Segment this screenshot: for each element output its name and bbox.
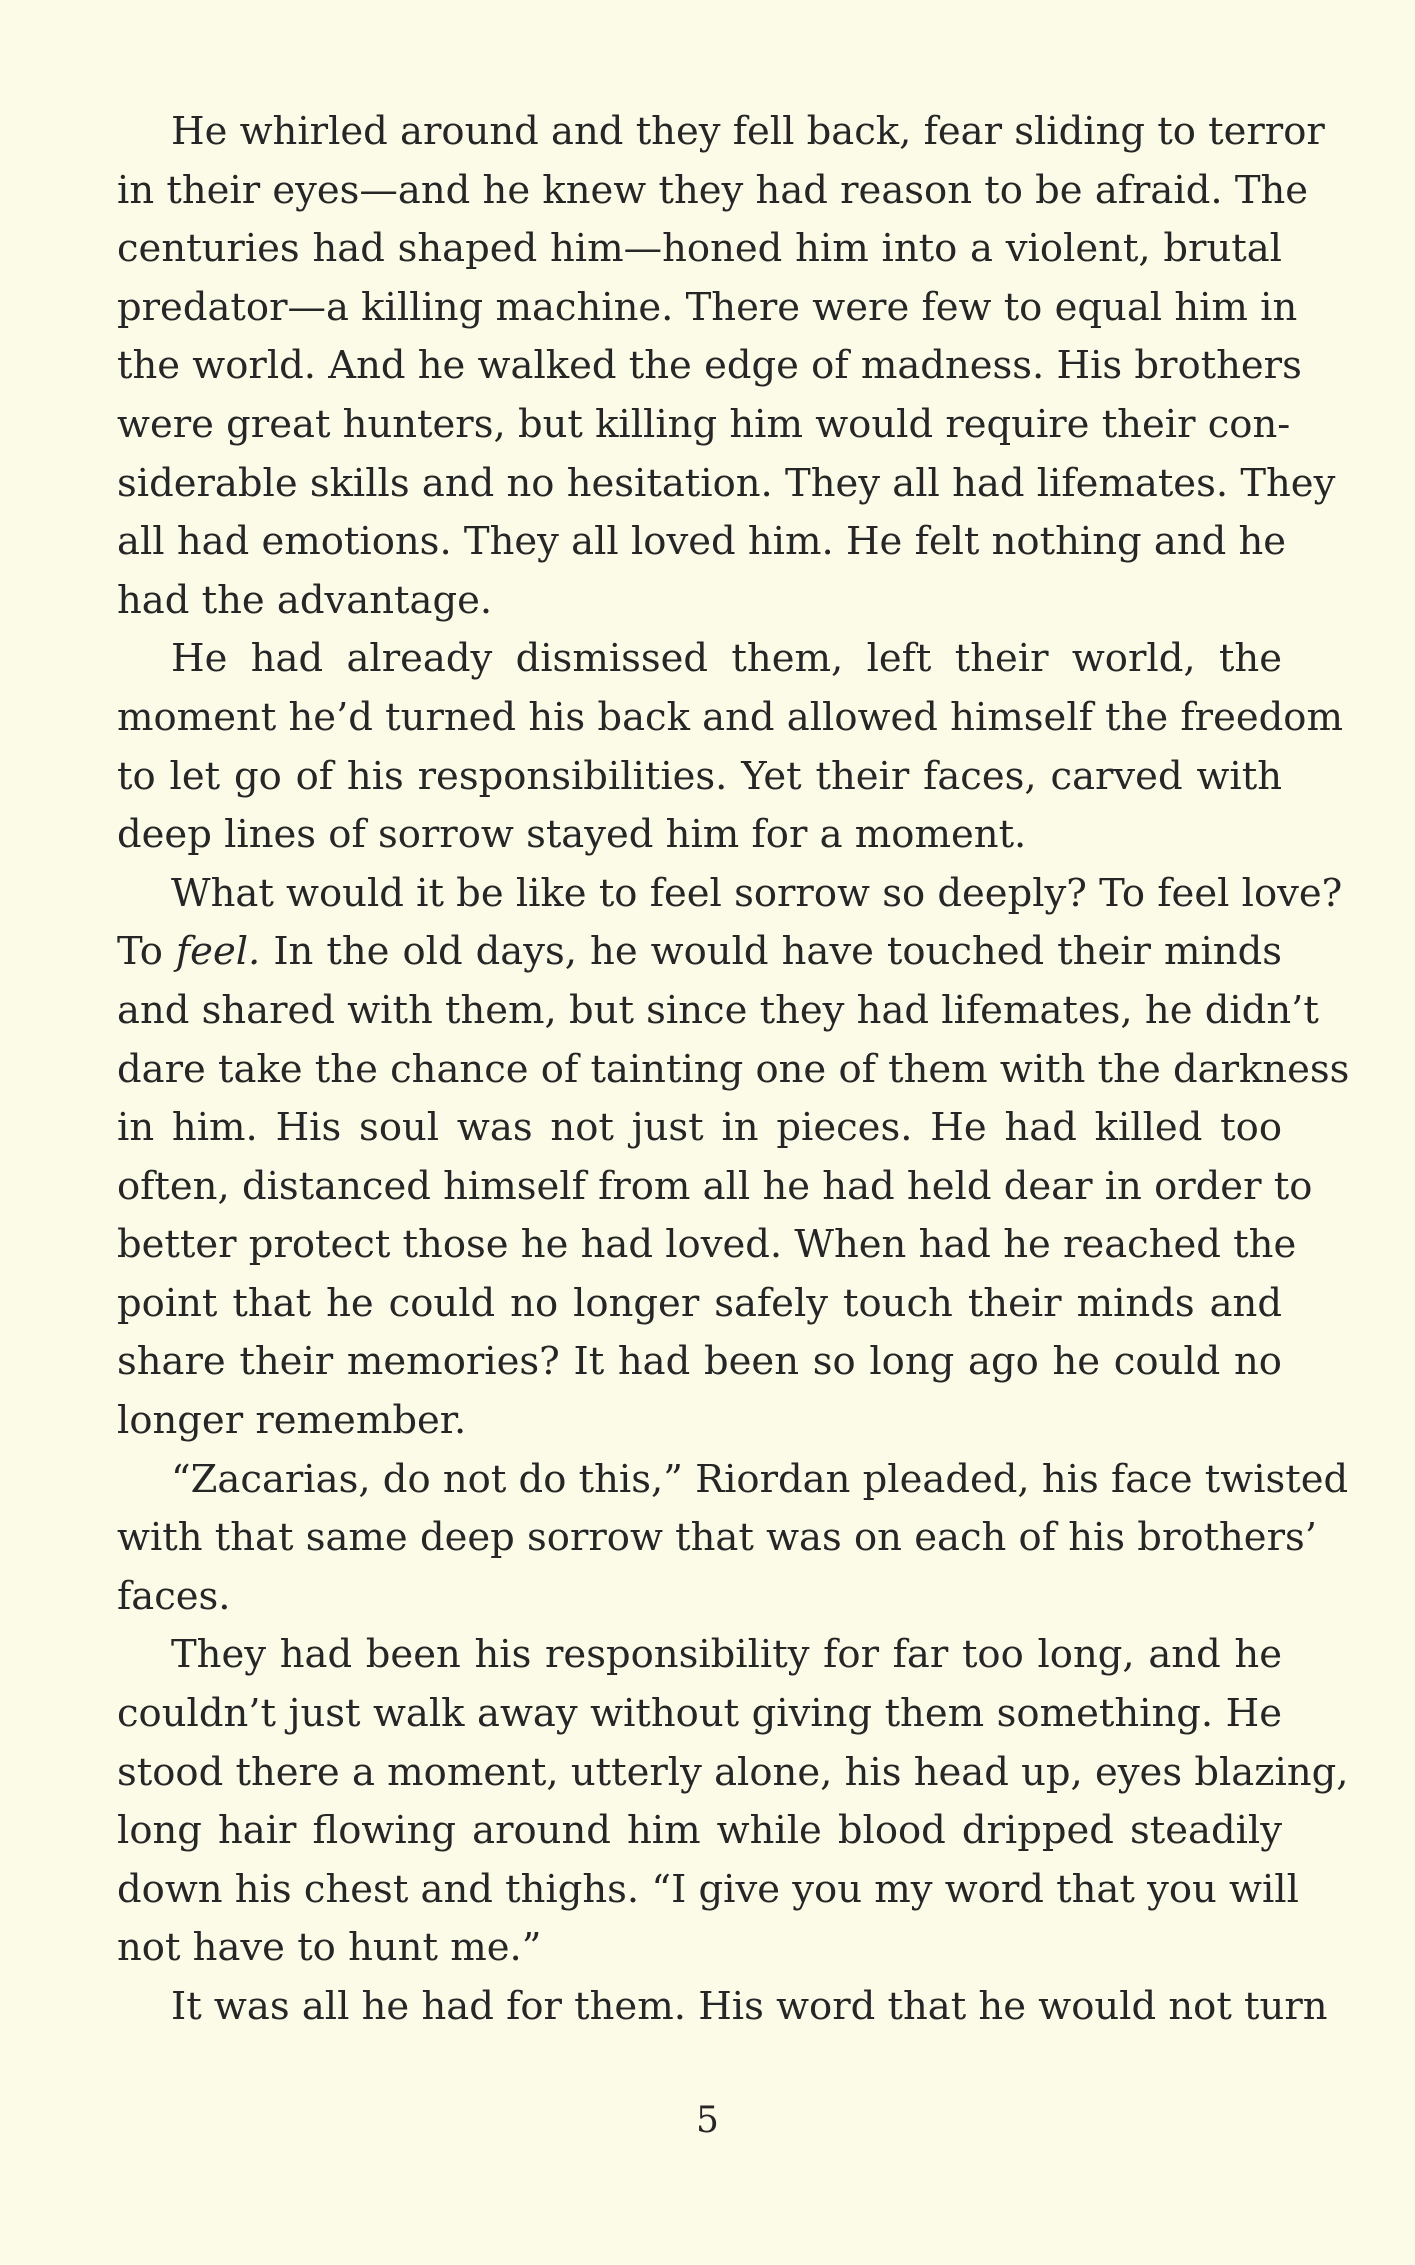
page-number: 5	[696, 2100, 719, 2141]
text-line: point that he could no longer safely touch their minds and	[117, 1280, 1282, 1326]
paragraph-5	[117, 1626, 1349, 1978]
text-line: longer remember.	[117, 1398, 467, 1444]
paragraph-1	[117, 103, 1336, 630]
emphasized-word: feel.	[175, 929, 261, 975]
text-line: dare take the chance of tainting one of them with the darkness	[117, 1046, 1350, 1092]
paragraph-4	[117, 1451, 1349, 1627]
text-line: moment he’d turned his back and allowed himself the freedom	[117, 694, 1343, 740]
text-line: had the advantage.	[117, 577, 493, 623]
text-line: the world. And he walked the edge of madness. His brothers	[117, 343, 1302, 389]
text-line: long hair flowing around him while blood dripped steadily	[117, 1808, 1282, 1854]
text-line-content: To feel. In the old days, he would have touched their minds	[117, 929, 1282, 975]
paragraph-2	[117, 630, 1343, 864]
text-line: It was all he had for them. His word that he would not turn	[171, 1984, 1328, 2029]
text-line: deep lines of sorrow stayed him for a moment.	[117, 812, 1027, 858]
text-line: better protect those he had loved. When had he reached the	[117, 1222, 1297, 1268]
text-line: down his chest and thighs. “I give you my word that you will	[117, 1866, 1299, 1912]
text-line: faces.	[117, 1573, 231, 1619]
text-line: and shared with them, but since they had lifemates, he didn’t	[117, 987, 1319, 1033]
text-line: predator—a killing machine. There were few to equal him in	[117, 284, 1298, 330]
text-line: “Zacarias, do not do this,” Riordan pleaded, his face twisted	[171, 1456, 1349, 1502]
text-line: often, distanced himself from all he had held dear in order to	[117, 1163, 1313, 1209]
text-line: couldn’t just walk away without giving them something. He	[117, 1691, 1282, 1737]
body-text	[117, 103, 1350, 2037]
text-line: He had already dismissed them, left their world, the	[171, 636, 1282, 682]
text-line: all had emotions. They all loved him. He felt nothing and he	[117, 519, 1287, 565]
text-line: He whirled around and they fell back, fear sliding to terror	[171, 109, 1325, 154]
text-line: share their memories? It had been so long ago he could no	[117, 1339, 1282, 1385]
text-line: siderable skills and no hesitation. They all had lifemates. They	[117, 460, 1336, 506]
paragraph-3	[117, 865, 1350, 1451]
text-line: in him. His soul was not just in pieces. He had killed too	[117, 1105, 1282, 1151]
text-line: centuries had shaped him—honed him into a violent, brutal	[117, 226, 1282, 272]
text-line: to let go of his responsibilities. Yet their faces, carved with	[117, 753, 1282, 799]
text-line-with-italic	[117, 923, 1282, 982]
text-line: They had been his responsibility for far too long, and he	[171, 1632, 1282, 1678]
text-line: What would it be like to feel sorrow so deeply? To feel love?	[171, 870, 1343, 916]
text-line: in their eyes—and he knew they had reason to be afraid. The	[117, 167, 1309, 213]
text-line: with that same deep sorrow that was on each of his brothers’	[117, 1515, 1317, 1561]
text-line: stood there a moment, utterly alone, his head up, eyes blazing,	[117, 1749, 1349, 1795]
text-line: were great hunters, but killing him would require their con-	[117, 401, 1291, 447]
paragraph-6	[117, 1978, 1328, 2037]
text-line: not have to hunt me.”	[117, 1925, 542, 1971]
